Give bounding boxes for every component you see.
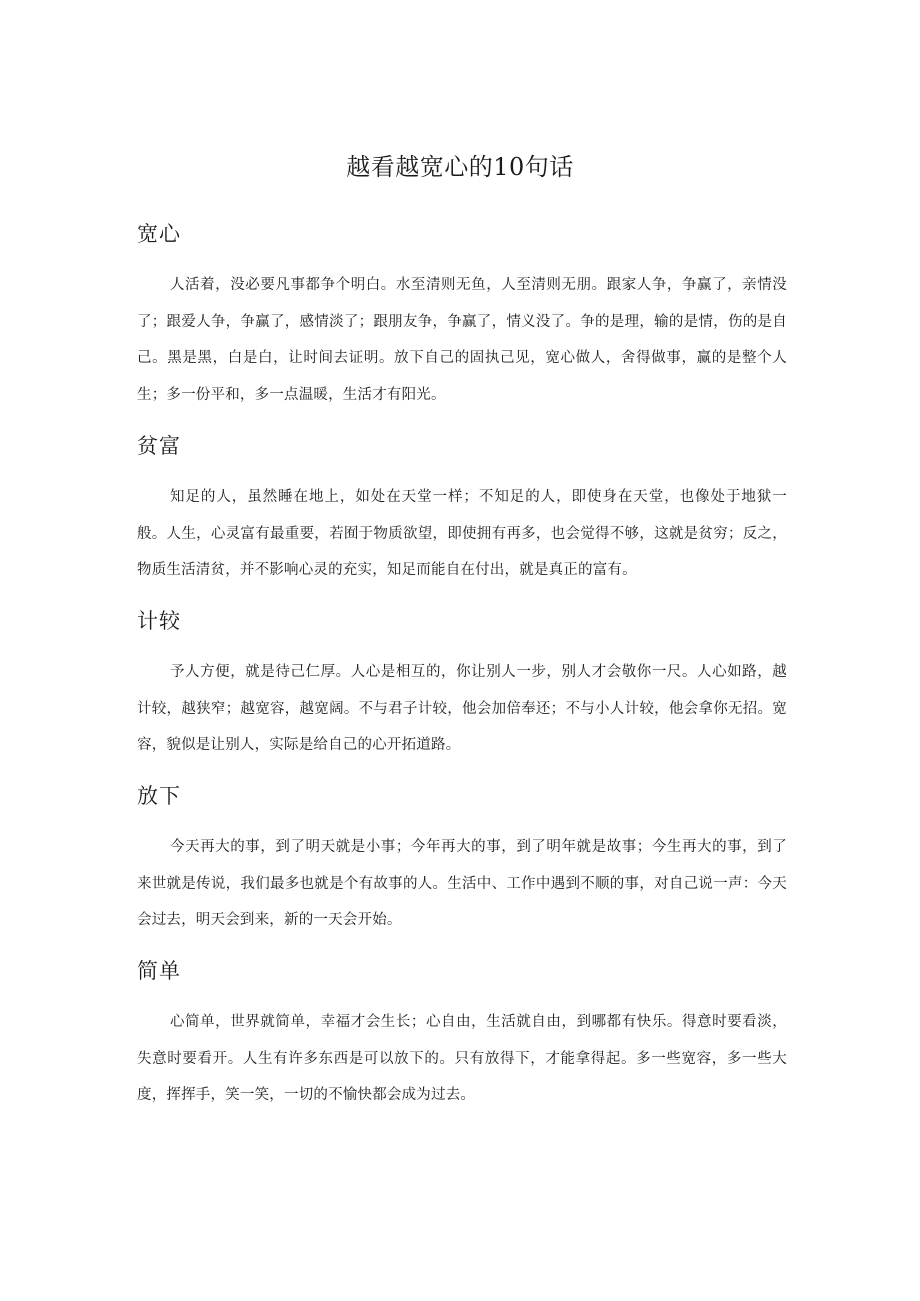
section-heading: 放下 xyxy=(137,784,181,808)
section-fangxia xyxy=(137,781,787,939)
section-heading: 贫富 xyxy=(137,434,181,458)
section-jijiao xyxy=(137,606,787,764)
section-paragraph: 予人方便，就是待己仁厚。人心是相互的，你让别人一步，别人才会敬你一尺。人心如路，越计较，越狭窄；越宽容，越宽阔。不与君子计较，他会加倍奉还；不与小人计较，他会拿你无招。宽容，貌似是让别人，实际是给自己的心开拓道路。 xyxy=(137,664,787,754)
section-heading: 宽心 xyxy=(137,222,181,246)
section-jiandan xyxy=(137,956,787,1114)
section-heading: 计较 xyxy=(137,609,181,633)
section-paragraph: 知足的人，虽然睡在地上，如处在天堂一样；不知足的人，即使身在天堂，也像处于地狱一般。人生，心灵富有最重要，若囿于物质欲望，即使拥有再多，也会觉得不够，这就是贫穷；反之，物质生活清贫，并不影响心灵的充实，知足而能自在付出，就是真正的富有。 xyxy=(137,489,787,579)
section-paragraph: 今天再大的事，到了明天就是小事；今年再大的事，到了明年就是故事；今生再大的事，到了来世就是传说，我们最多也就是个有故事的人。生活中、工作中遇到不顺的事，对自己说一声：今天会过去，明天会到来，新的一天会开始。 xyxy=(137,839,787,929)
section-pinfu xyxy=(137,431,787,589)
section-paragraph: 心简单，世界就简单，幸福才会生长；心自由，生活就自由，到哪都有快乐。得意时要看淡，失意时要看开。人生有许多东西是可以放下的。只有放得下，才能拿得起。多一些宽容，多一些大度，挥挥手，笑一笑，一切的不愉快都会成为过去。 xyxy=(137,1014,787,1104)
section-paragraph: 人活着，没必要凡事都争个明白。水至清则无鱼，人至清则无朋。跟家人争，争赢了，亲情没了；跟爱人争，争赢了，感情淡了；跟朋友争，争赢了，情义没了。争的是理，输的是情，伤的是自己。黑是黑，白是白，让时间去证明。放下自己的固执己见，宽心做人，舍得做事，赢的是整个人生；多一份平和，多一点温暖，生活才有阳光。 xyxy=(137,277,787,404)
section-heading: 简单 xyxy=(137,959,181,983)
section-kuanxin xyxy=(137,219,787,414)
page-title: 越看越宽心的10句话 xyxy=(346,153,574,181)
